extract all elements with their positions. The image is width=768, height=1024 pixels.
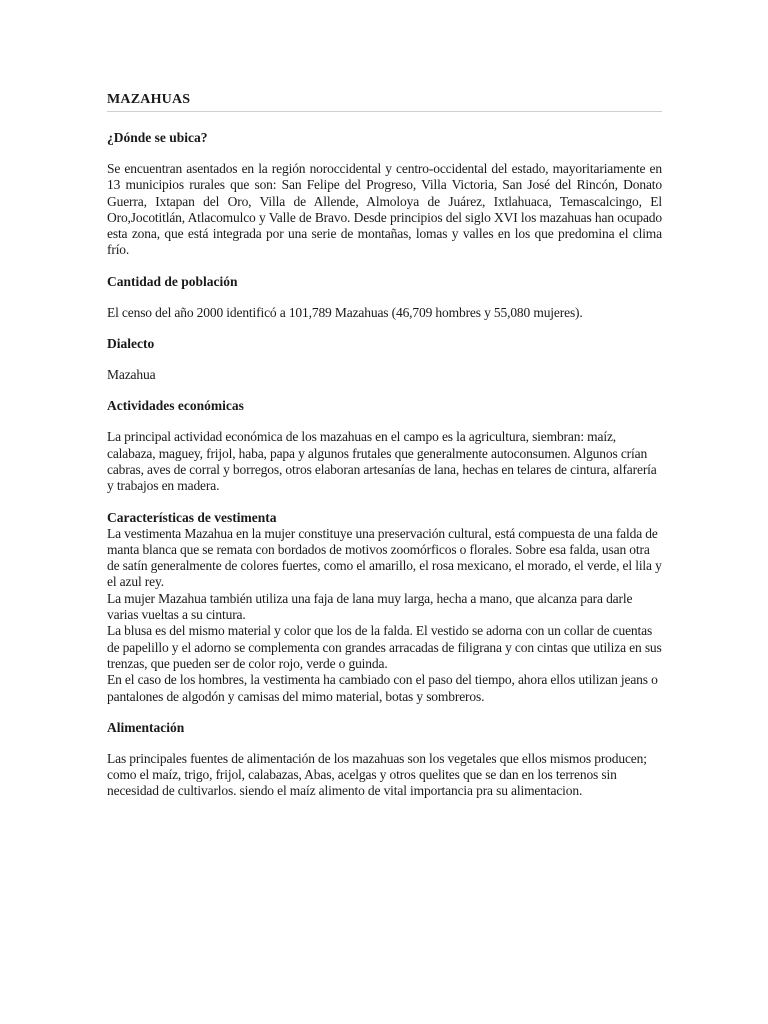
paragraph-vestimenta-1: La vestimenta Mazahua en la mujer constituye una preservación cultural, está compuesta de una falda de manta blanca que se remata con bordados de motivos zoomórficos o florales. Sobre esa falda, usan otra de satín generalmente de colores fuertes, como el amarillo, el rosa mexicano, el morado, el verde, el lila y el azul rey. [107,525,662,590]
document-page [107,90,662,800]
paragraph-vestimenta-4: En el caso de los hombres, la vestimenta ha cambiado con el paso del tiempo, ahora ellos utilizan jeans o pantalones de algodón y camisas del mimo material, botas y sombreros. [107,672,658,704]
paragraph-vestimenta-2: La mujer Mazahua también utiliza una faja de lana muy larga, hecha a mano, que alcanza para darle varias vueltas a su cintura. [107,590,633,623]
paragraph-vestimenta-3: La blusa es del mismo material y color que los de la falda. El vestido se adorna con un collar de cuentas de papelillo y el adorno se complementa con grandes arracadas de filigrana y con cintas que utiliza en sus trenzas, que pueden ser de color rojo, verde o guinda. [107,623,662,671]
section-heading-dialecto: Dialecto [107,336,155,352]
section-heading-ubicacion: ¿Dónde se ubica? [107,130,208,145]
paragraph-ubicacion: Se encuentran asentados en la región noroccidental y centro-occidental del estado, mayoritariamente en 13 municipios rurales que son: San Felipe del Progreso, Villa Victoria, San José del Rincón, Donato Guerra, Ixtapan del Oro, Villa de Allende, Almoloya de Juárez, Ixtlahuaca, Temascalcingo, El Oro,Jocotitlán, Atlacomulco y Valle de Bravo. Desde principios del siglo XVI los mazahuas han ocupado esta zona, que está integrada por una serie de montañas, lomas y valles en los que predomina el clima frío. [107,161,662,258]
section-heading-alimentacion: Alimentación [107,719,185,735]
paragraph-poblacion: El censo del año 2000 identificó a 101,789 Mazahuas (46,709 hombres y 55,080 mujeres). [107,304,583,320]
section-heading-actividades: Actividades económicas [107,398,244,414]
section-heading-vestimenta: Características de vestimenta [107,509,277,525]
paragraph-actividades: La principal actividad económica de los mazahuas en el campo es la agricultura, siembran: maíz, calabaza, maguey, frijol, haba, papa y algunos frutales que generalmente autoconsumen. Algunos crían cabras, aves de corral y borregos, otros elaboran artesanías de lana, hechas en telares de cintura, alfarería y trabajos en madera. [107,429,657,494]
paragraph-dialecto: Mazahua [107,367,156,383]
paragraph-alimentacion: Las principales fuentes de alimentación de los mazahuas son los vegetales que ellos mismos producen; como el maíz, trigo, frijol, calabazas, Abas, acelgas y otros quelites que se dan en los terrenos sin necesidad de cultivarlos. siendo el maíz alimento de vital importancia pra su alimentacion. [107,750,647,799]
document-title: MAZAHUAS [107,90,662,112]
section-heading-poblacion: Cantidad de población [107,273,238,289]
